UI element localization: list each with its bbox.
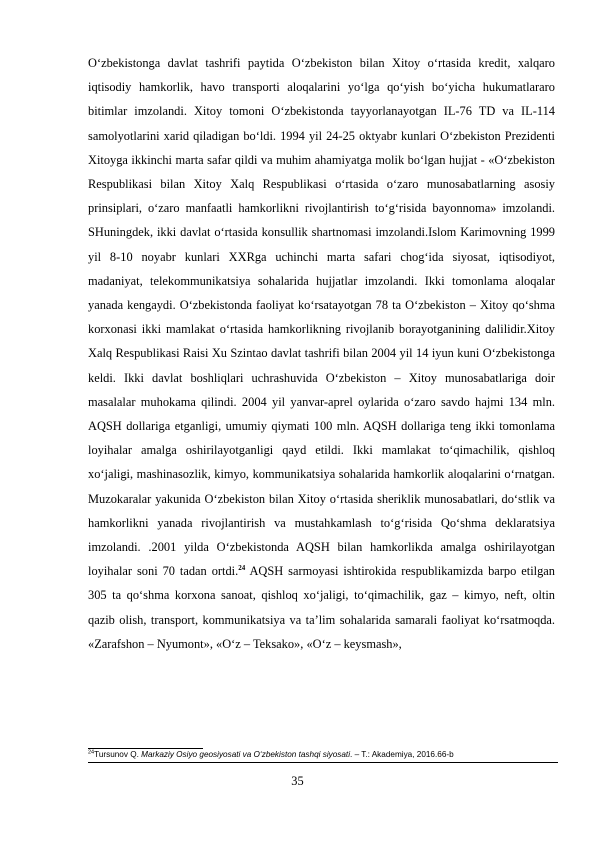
footnote <box>88 749 558 763</box>
page-number: 35 <box>291 774 304 788</box>
body-text-part-2: AQSH sarmoyasi ishtirokida respublikamizda barpo etilgan 305 ta qo‘shma korxona sanoat, qishloq xo‘jaligi, to‘qimachilik, gaz – kimyo, neft, oltin qazib olish, transport, kommunikatsiya va ta’lim sohalarida samarali faoliyat ko‘rsatmoqda. «Zarafshon – Nyumont», «O‘z – Teksako», «O‘z – keysmash», <box>88 564 555 651</box>
footnote-number: 24 <box>88 749 95 756</box>
footnote-author: Tursunov Q. <box>94 750 142 759</box>
footnote-publication: . – T.: Akademiya, 2016.66-b <box>350 750 454 759</box>
body-paragraph <box>88 51 555 656</box>
body-text-part-1: O‘zbekistonga davlat tashrifi paytida O‘zbekiston bilan Xitoy o‘rtasida kredit, xalqaro iqtisodiy hamkorlik, havo transporti aloqalarini yo‘lga qo‘yish bo‘yicha hukumatlararo bitimlar imzolandi. Xitoy tomoni O‘zbekistonda tayyorlanayotgan IL-76 TD va IL-114 samolyotlarini xarid qiladigan bo‘ldi. 1994 yil 24-25 oktyabr kunlari O‘zbekiston Prezidenti Xitoyga ikkinchi marta safar qildi va muhim ahamiyatga molik bo‘lgan hujjat - «O‘zbekiston Respublikasi bilan Xitoy Xalq Respublikasi o‘rtasida o‘zaro munosabatlarning asosiy prinsiplari, o‘zaro manfaatli hamkorlikni rivojlantirish to‘g‘risida bayonnoma» imzolandi. SHuningdek, ikki davlat o‘rtasida konsullik shartnomasi imzolandi.Islom Karimovning 1999 yil 8-10 noyabr kunlari XXRga uchinchi marta safari chog‘ida siyosat, iqtisodiyot, madaniyat, telekommunikatsiya sohalarida hujjatlar imzolandi. Ikki tomonlama aloqalar yanada kengaydi. O‘zbekistonda faoliyat ko‘rsatayotgan 78 ta O‘zbekiston – Xitoy qo‘shma korxonasi ikki mamlakat o‘rtasida hamkorlikning rivojlanib borayotganining dalilidir.Xitoy Xalq Respublikasi Raisi Xu Szintao davlat tashrifi bilan 2004 yil 14 iyun kuni O‘zbekistonga keldi. Ikki davlat boshliqlari uchrashuvida O‘zbekiston – Xitoy munosabatlariga doir masalalar muhokama qilindi. 2004 yil yanvar-aprel oylarida o‘zaro savdo hajmi 134 mln. AQSH dollariga etganligi, umumiy qiymati 100 mln. AQSH dollariga teng ikki tomonlama loyihalar amalga oshirilayotganligi qayd etildi. Ikki mamlakat to‘qimachilik, qishloq xo‘jaligi, mashinasozlik, kimyo, kommunikatsiya sohalarida hamkorlik aloqalarini o‘rnatgan. Muzokaralar yakunida O‘zbekiston bilan Xitoy o‘rtasida sheriklik munosabatlari, do‘stlik va hamkorlikni yanada rivojlantirish va mustahkamlash to‘g‘risida Qo‘shma deklaratsiya imzolandi. .2001 yilda O‘zbekistonda AQSH bilan hamkorlikda amalga oshirilayotgan loyihalar soni 70 tadan ortdi. <box>88 56 555 579</box>
footnote-reference[interactable]: 24 <box>238 564 246 573</box>
footnote-title: Markaziy Osiyo geosiyosati va O‘zbekiston tashqi siyosati <box>141 750 351 759</box>
